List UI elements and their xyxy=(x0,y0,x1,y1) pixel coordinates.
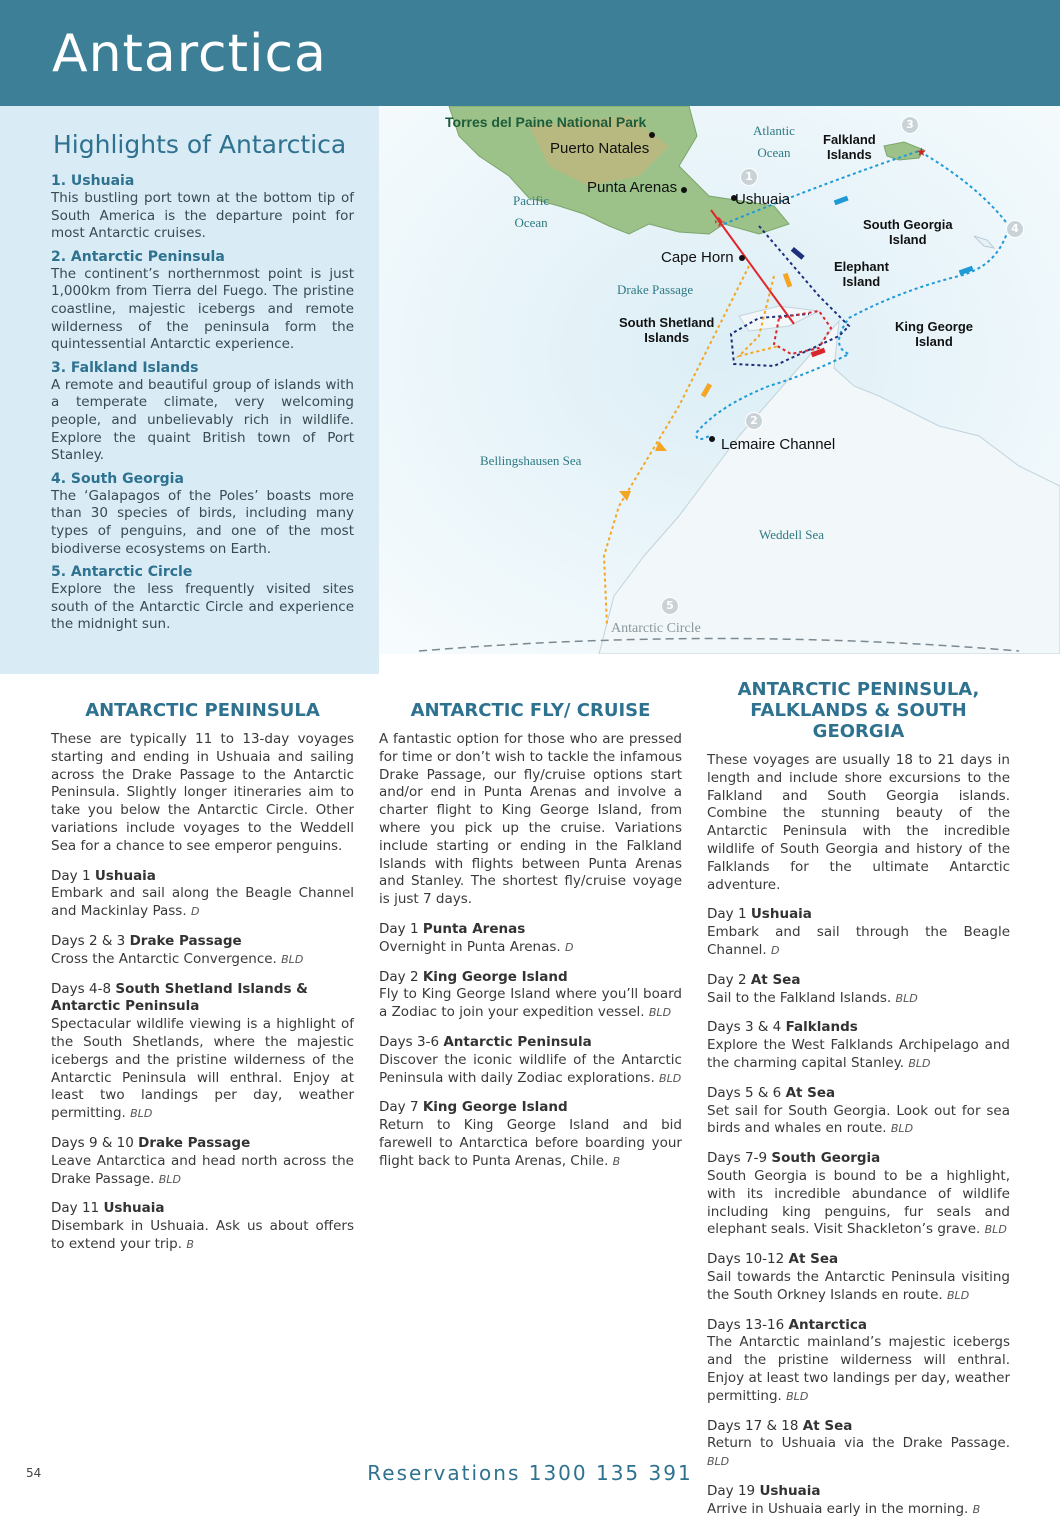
highlight-heading: 4. South Georgia xyxy=(51,470,184,487)
map-marker-1: 1 xyxy=(740,168,758,186)
map-label-elephant xyxy=(834,259,889,289)
route-map xyxy=(379,106,1060,654)
map-label-south-georgia-line1: South Georgia xyxy=(863,217,953,232)
map-label-south-shetland xyxy=(619,315,714,345)
page-title: Antarctica xyxy=(52,24,327,84)
map-label-king-george-line2: Island xyxy=(915,334,953,349)
day-description: Return to King George Island and bid farewell to Antarctica before boarding your flight back to Punta Arenas, Chile. xyxy=(379,1117,682,1169)
day-description: Embark and sail along the Beagle Channel and Mackinlay Pass. xyxy=(51,885,354,920)
highlight-heading: 1. Ushuaia xyxy=(51,173,135,189)
itinerary-day xyxy=(51,1135,354,1188)
map-marker-2: 2 xyxy=(745,412,763,430)
day-description: Arrive in Ushuaia early in the morning. xyxy=(707,1500,969,1517)
meal-code: BLD xyxy=(659,1071,682,1085)
highlight-heading: 5. Antarctic Circle xyxy=(51,564,193,581)
day-place: Drake Passage xyxy=(138,1134,251,1151)
meal-code: B xyxy=(612,1154,621,1168)
itinerary-day xyxy=(707,1019,1010,1072)
highlight-item xyxy=(51,564,354,634)
itinerary-day xyxy=(707,1085,1010,1138)
meal-code: BLD xyxy=(895,991,918,1005)
highlight-heading: 3. Falkland Islands xyxy=(51,359,199,376)
highlight-text: The continent’s northernmost point is just 1,000km from Tierra del Fuego. The pristine coastline, majestic icebergs and remote wilderness of the peninsula form the quintessential Antarctic experience. xyxy=(51,265,354,353)
map-label-antarctic-circle: Antarctic Circle xyxy=(611,621,701,636)
day-number: Day 1 xyxy=(707,906,747,923)
day-number: Day 19 xyxy=(707,1482,756,1499)
itinerary-day xyxy=(707,906,1010,959)
page-header xyxy=(0,0,1060,106)
column-intro: These voyages are usually 18 to 21 days in length and include shore excursions to the Falkland and South Georgia islands. Combine the stunning beauty of the Antarctic Peninsula with the incredible wildlife of South Georgia and history of the Falklands for the ultimate Antarctic adventure. xyxy=(707,752,1010,893)
column-antarctic-peninsula xyxy=(51,700,354,1254)
day-description: Disembark in Ushuaia. Ask us about offers to extend your trip. xyxy=(51,1218,354,1252)
highlight-item xyxy=(51,249,354,354)
map-label-torres: Torres del Paine National Park xyxy=(445,114,647,130)
map-label-elephant-line1: Elephant xyxy=(834,259,889,274)
meal-code: BLD xyxy=(984,1223,1007,1237)
itinerary-day xyxy=(707,1251,1010,1304)
day-number: Days 4-8 xyxy=(51,980,112,997)
meal-code: D xyxy=(190,905,200,919)
itinerary-day xyxy=(707,972,1010,1008)
map-label-atlantic-line1: Atlantic xyxy=(753,123,795,138)
meal-code: D xyxy=(564,940,574,954)
day-description: Cross the Antarctic Convergence. xyxy=(51,950,277,967)
day-place: Antarctica xyxy=(788,1316,867,1333)
map-label-bellingshausen: Bellingshausen Sea xyxy=(480,453,582,468)
map-label-ushuaia: Ushuaia xyxy=(735,191,791,208)
map-label-cape-horn: Cape Horn xyxy=(661,249,734,266)
page-number: 54 xyxy=(26,1466,42,1480)
day-place: King George Island xyxy=(422,1099,568,1116)
meal-code: BLD xyxy=(786,1389,809,1403)
day-place: At Sea xyxy=(788,1251,839,1268)
day-place: At Sea xyxy=(802,1417,853,1434)
day-place: At Sea xyxy=(750,971,801,988)
svg-text:★: ★ xyxy=(916,145,927,159)
highlight-item xyxy=(51,173,354,243)
itinerary-day xyxy=(379,1099,682,1170)
day-place: Falklands xyxy=(785,1019,858,1036)
day-number: Days 13-16 xyxy=(707,1316,785,1333)
day-description: Overnight in Punta Arenas. xyxy=(379,938,561,955)
meal-code: B xyxy=(972,1502,981,1516)
map-label-atlantic xyxy=(753,120,795,164)
itinerary-day xyxy=(707,1317,1010,1406)
day-number: Day 7 xyxy=(379,1099,419,1116)
column-heading: ANTARCTIC PENINSULA xyxy=(85,700,320,721)
map-label-falkland-line1: Falkland xyxy=(823,132,876,147)
day-place: Ushuaia xyxy=(94,867,156,884)
day-description: Return to Ushuaia via the Drake Passage. xyxy=(707,1435,1010,1452)
day-description: Sail towards the Antarctic Peninsula visiting the South Orkney Islands en route. xyxy=(707,1268,1010,1303)
column-heading: ANTARCTIC FLY/ CRUISE xyxy=(410,700,651,721)
day-number: Days 2 & 3 xyxy=(51,932,126,949)
day-number: Days 7-9 xyxy=(707,1150,768,1167)
map-label-pacific-line1: Pacific xyxy=(513,193,550,208)
meal-code: B xyxy=(186,1237,194,1251)
itinerary-day xyxy=(51,933,354,969)
column-peninsula-falklands-georgia xyxy=(707,679,1010,1518)
highlight-heading: 2. Antarctic Peninsula xyxy=(51,248,225,265)
meal-code: BLD xyxy=(281,952,304,966)
column-heading-line2: FALKLANDS & SOUTH GEORGIA xyxy=(750,700,967,742)
map-marker-3: 3 xyxy=(901,116,919,134)
day-place: Punta Arenas xyxy=(422,920,526,937)
highlights-list xyxy=(51,173,354,640)
column-heading-line1: ANTARCTIC PENINSULA, xyxy=(737,679,980,700)
meal-code: BLD xyxy=(908,1056,931,1070)
map-marker-5: 5 xyxy=(661,597,679,615)
day-description: Sail to the Falkland Islands. xyxy=(707,989,892,1006)
column-fly-cruise xyxy=(379,700,682,1171)
day-number: Days 17 & 18 xyxy=(707,1417,799,1434)
map-label-pacific xyxy=(513,190,549,234)
highlight-item xyxy=(51,360,354,465)
map-label-puerto-natales: Puerto Natales xyxy=(550,140,650,157)
map-label-south-georgia xyxy=(863,217,953,247)
meal-code: BLD xyxy=(947,1288,970,1302)
itinerary-day xyxy=(707,1483,1010,1518)
highlights-panel xyxy=(0,106,379,674)
highlight-item xyxy=(51,471,354,558)
day-place: South Shetland Islands & Antarctic Peninsula xyxy=(51,980,308,1015)
itinerary-day xyxy=(51,981,354,1123)
day-place: Antarctic Peninsula xyxy=(443,1033,592,1050)
column-intro: A fantastic option for those who are pressed for time or don’t wish to tackle the infamous Drake Passage, our fly/cruise options start and/or end in Punta Arenas and involve a charter flight to King George Island, from where you pick up the cruise. Variations include starting or ending in the Falkland Islands with flights between Punta Arenas and Stanley. The shortest fly/cruise voyage is just 7 days. xyxy=(379,731,682,908)
map-marker-4: 4 xyxy=(1006,220,1024,238)
day-place: At Sea xyxy=(785,1084,836,1101)
map-label-weddell: Weddell Sea xyxy=(759,527,825,542)
itinerary-day xyxy=(707,1150,1010,1239)
map-label-king-george-line1: King George xyxy=(895,319,974,334)
day-place: Drake Passage xyxy=(129,932,242,949)
itinerary-day xyxy=(379,921,682,957)
map-label-falkland xyxy=(823,132,876,162)
day-description: Spectacular wildlife viewing is a highlight of the South Shetlands, where the majestic icebergs and the pristine wilderness of the Antarctic Peninsula will enthral. Enjoy at least two landings per day, weather permitting. xyxy=(51,1016,354,1122)
day-place: Ushuaia xyxy=(103,1200,165,1217)
meal-code: BLD xyxy=(648,1006,672,1020)
map-label-elephant-line2: Island xyxy=(842,274,881,289)
map-label-atlantic-line2: Ocean xyxy=(757,145,791,160)
day-number: Day 2 xyxy=(707,971,747,988)
day-number: Day 11 xyxy=(51,1200,100,1217)
day-number: Days 3-6 xyxy=(379,1033,440,1050)
highlight-text: Explore the less frequently visited sites south of the Antarctic Circle and experience the midnight sun. xyxy=(51,581,354,633)
map-label-lemaire: Lemaire Channel xyxy=(721,436,836,453)
svg-text:✈: ✈ xyxy=(714,215,726,231)
day-description: Embark and sail through the Beagle Channel. xyxy=(707,924,1010,958)
day-description: Discover the iconic wildlife of the Antarctic Peninsula with daily Zodiac explorations. xyxy=(379,1051,682,1086)
map-label-south-georgia-line2: Island xyxy=(888,232,927,247)
itinerary-day xyxy=(51,868,354,921)
highlights-title: Highlights of Antarctica xyxy=(53,130,347,159)
meal-code: BLD xyxy=(130,1107,153,1121)
day-number: Day 2 xyxy=(379,968,419,985)
map-label-punta-arenas: Punta Arenas xyxy=(587,179,678,196)
column-intro: These are typically 11 to 13-day voyages starting and ending in Ushuaia and sailing across the Drake Passage to the Antarctic Peninsula. Slightly longer itineraries aim to take you below the Antarctic Circle. Other variations include voyages to the Weddell Sea for a chance to see emperor penguins. xyxy=(51,731,354,854)
itinerary-day xyxy=(379,1034,682,1087)
itinerary-day xyxy=(379,969,682,1022)
day-place: Ushuaia xyxy=(750,906,812,923)
day-number: Days 3 & 4 xyxy=(707,1019,782,1036)
meal-code: BLD xyxy=(890,1122,914,1136)
day-place: South Georgia xyxy=(771,1150,881,1167)
day-description: The Antarctic mainland’s majestic icebergs and the pristine wilderness will enthral. Enjoy at least two landings per day, weather permitting. xyxy=(707,1334,1010,1404)
day-description: Explore the West Falklands Archipelago and the charming capital Stanley. xyxy=(707,1037,1010,1071)
day-place: King George Island xyxy=(422,968,568,985)
reservations-footer: Reservations 1300 135 391 xyxy=(367,1461,693,1485)
day-description: Set sail for South Georgia. Look out for sea birds and whales en route. xyxy=(707,1102,1010,1137)
highlight-text: This bustling port town at the bottom tip of South America is the departure point for most Antarctic cruises. xyxy=(51,190,354,242)
day-number: Days 9 & 10 xyxy=(51,1134,134,1151)
map-label-south-shetland-line1: South Shetland xyxy=(619,315,715,330)
map-label-south-shetland-line2: Islands xyxy=(644,330,690,345)
day-number: Days 5 & 6 xyxy=(707,1084,782,1101)
map-label-king-george xyxy=(895,319,973,349)
meal-code: BLD xyxy=(158,1172,181,1186)
day-description: Leave Antarctica and head north across the Drake Passage. xyxy=(51,1152,354,1187)
meal-code: BLD xyxy=(707,1455,730,1469)
highlight-text: The ‘Galapagos of the Poles’ boasts more than 30 species of birds, including many types of penguins, and one of the most biodiverse ecosystems on Earth. xyxy=(51,487,354,557)
day-description: Fly to King George Island where you’ll board a Zodiac to join your expedition vessel. xyxy=(379,986,682,1021)
meal-code: D xyxy=(771,943,780,957)
map-graphic xyxy=(379,106,1060,654)
map-label-falkland-line2: Islands xyxy=(826,147,872,162)
day-number: Day 1 xyxy=(51,867,91,884)
day-number: Day 1 xyxy=(379,920,419,937)
map-label-pacific-line2: Ocean xyxy=(514,215,548,230)
itinerary-day xyxy=(51,1200,354,1253)
column-heading xyxy=(707,679,1010,742)
map-label-drake: Drake Passage xyxy=(617,282,694,297)
day-number: Days 10-12 xyxy=(707,1251,785,1268)
day-description: South Georgia is bound to be a highlight, with its incredible abundance of wildlife including king penguins, fur seals and elephant seals. Visit Shackleton’s grave. xyxy=(707,1167,1010,1238)
day-place: Ushuaia xyxy=(759,1482,821,1499)
highlight-text: A remote and beautiful group of islands with a temperate climate, very welcoming people, and unbelievably rich in wildlife. Explore the quaint British town of Port Stanley. xyxy=(51,376,354,464)
